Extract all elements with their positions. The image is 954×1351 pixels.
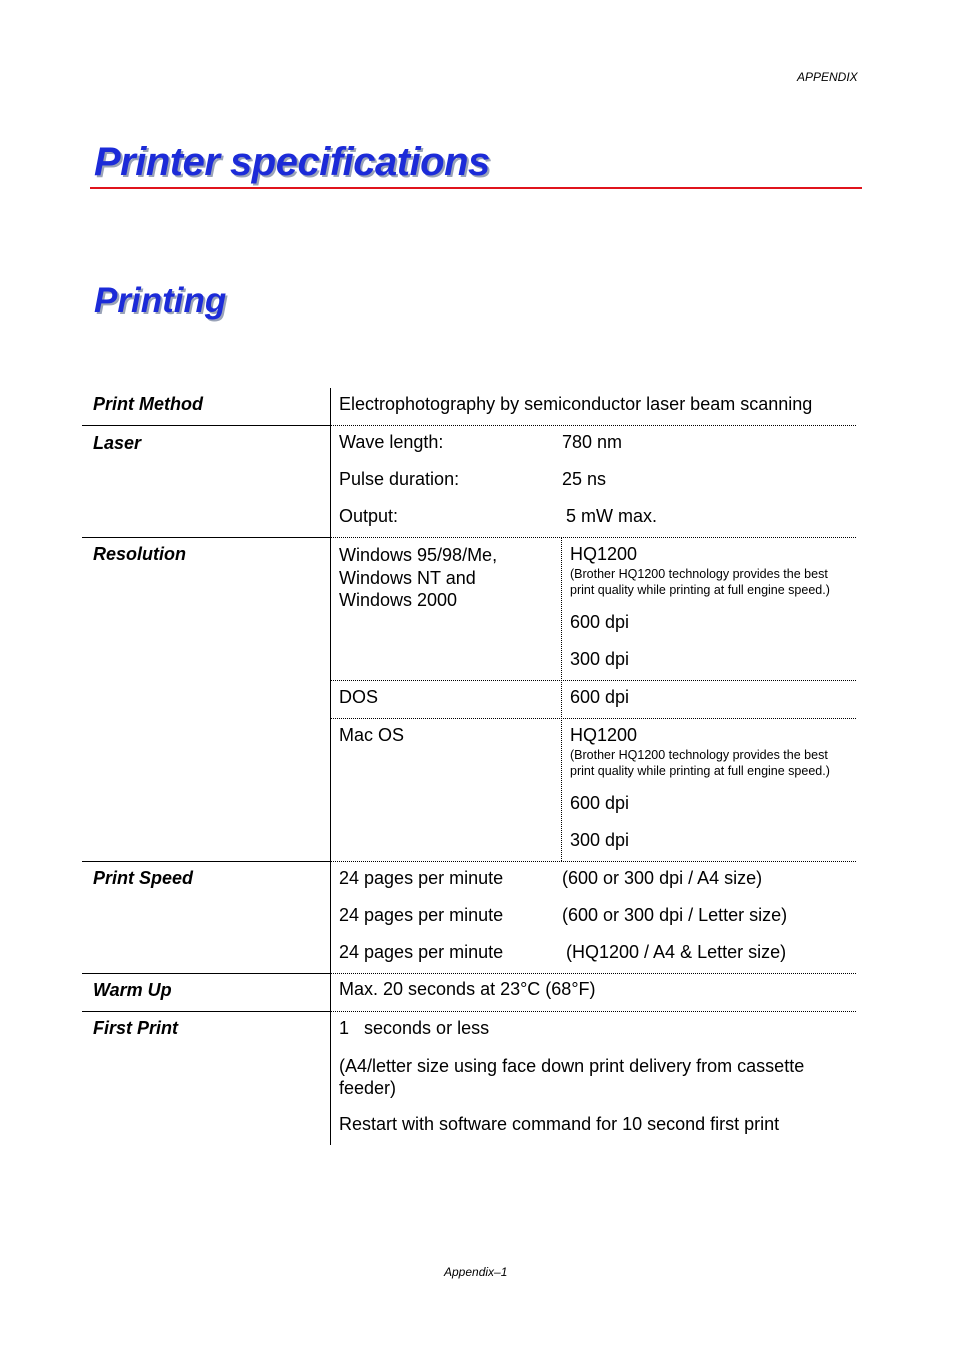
first-print-condition: (A4/letter size using face down print delivery from cassette feeder) — [339, 1056, 805, 1098]
resolution-mac-hq: HQ1200 — [570, 725, 638, 745]
row-separator — [331, 718, 856, 719]
row-separator — [82, 973, 331, 974]
label-print-speed: Print Speed — [93, 868, 194, 888]
row-separator — [331, 861, 856, 862]
resolution-mac-300: 300 dpi — [570, 830, 630, 850]
resolution-mac-note: (Brother HQ1200 technology provides the best print quality while printing at full engine speed.) — [570, 748, 830, 778]
label-print-method: Print Method — [93, 394, 203, 414]
resolution-windows-os: Windows 95/98/Me, Windows NT and Windows 2000 — [339, 545, 498, 610]
title-underline — [90, 187, 862, 189]
label-first-print: First Print — [93, 1018, 179, 1038]
resolution-windows-note: (Brother HQ1200 technology provides the best print quality while printing at full engine speed.) — [570, 567, 830, 597]
page-title: Printer specifications — [94, 140, 490, 184]
laser-row-value: 5 mW max. — [566, 506, 658, 526]
row-separator — [82, 537, 331, 538]
row-separator — [331, 537, 856, 538]
first-print-time: 1 seconds or less — [339, 1018, 490, 1038]
laser-row-value: 25 ns — [562, 469, 607, 489]
warm-up-value: Max. 20 seconds at 23°C (68°F) — [339, 979, 596, 999]
print-speed-detail: (HQ1200 / A4 & Letter size) — [566, 942, 787, 962]
page-number: Appendix–1 — [444, 1265, 508, 1279]
print-method-value: Electrophotography by semiconductor laser beam scanning — [339, 394, 813, 414]
laser-row-name: Wave length: — [339, 432, 444, 452]
column-divider — [330, 388, 331, 1145]
row-separator — [331, 973, 856, 974]
row-separator — [82, 425, 331, 426]
print-speed-detail: (600 or 300 dpi / Letter size) — [562, 905, 788, 925]
laser-row-value: 780 nm — [562, 432, 623, 452]
row-separator — [82, 1011, 331, 1012]
row-separator — [82, 861, 331, 862]
resolution-windows-hq: HQ1200 — [570, 544, 638, 564]
row-separator — [331, 1011, 856, 1012]
resolution-inner-divider — [561, 538, 562, 861]
label-warm-up: Warm Up — [93, 980, 172, 1000]
print-speed-rate: 24 pages per minute — [339, 942, 504, 962]
print-speed-detail: (600 or 300 dpi / A4 size) — [562, 868, 763, 888]
resolution-mac-os: Mac OS — [339, 725, 405, 745]
resolution-dos-600: 600 dpi — [570, 687, 630, 707]
print-speed-rate: 24 pages per minute — [339, 905, 504, 925]
resolution-windows-300: 300 dpi — [570, 649, 630, 669]
resolution-windows-600: 600 dpi — [570, 612, 630, 632]
first-print-restart: Restart with software command for 10 second first print — [339, 1114, 780, 1134]
label-laser: Laser — [93, 433, 142, 453]
section-title: Printing — [94, 281, 227, 320]
print-speed-rate: 24 pages per minute — [339, 868, 504, 888]
row-separator — [331, 425, 856, 426]
laser-row-name: Output: — [339, 506, 399, 526]
row-separator — [331, 680, 856, 681]
laser-row-name: Pulse duration: — [339, 469, 460, 489]
running-header: APPENDIX — [797, 70, 858, 84]
resolution-mac-600: 600 dpi — [570, 793, 630, 813]
resolution-dos-os: DOS — [339, 687, 379, 707]
label-resolution: Resolution — [93, 544, 186, 564]
